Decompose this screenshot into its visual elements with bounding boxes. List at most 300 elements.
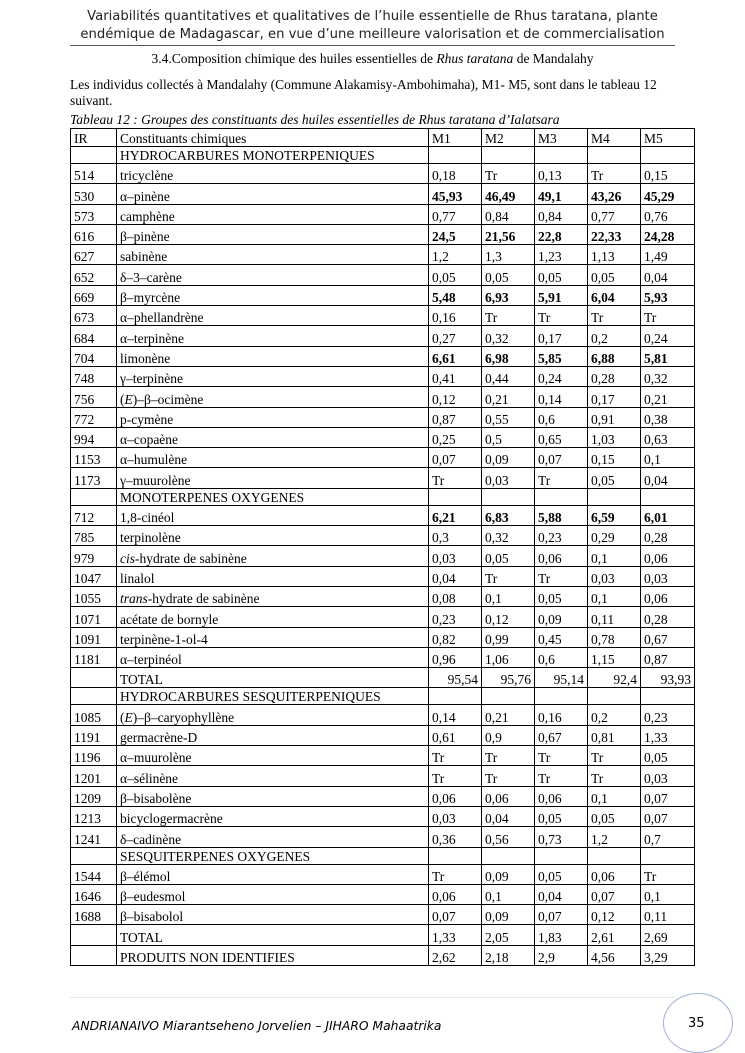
value-cell-m2: 6,93 xyxy=(482,285,535,305)
value-cell-m2: 6,98 xyxy=(482,346,535,366)
value-cell-m5: 0,11 xyxy=(641,905,695,925)
value-cell-m4: 0,07 xyxy=(588,884,641,904)
header-m2: M2 xyxy=(482,129,535,147)
constituent-name: sabinène xyxy=(117,245,429,265)
running-header-line-1: Variabilités quantitatives et qualitatives de l’huile essentielle de Rhus taratana, plante xyxy=(87,9,658,24)
table-cell xyxy=(429,488,482,505)
table-row xyxy=(71,806,695,826)
value-cell-m4: 1,15 xyxy=(588,647,641,667)
value-cell-m3: 1,83 xyxy=(535,925,588,945)
table-cell xyxy=(535,688,588,705)
value-cell-m5: 1,33 xyxy=(641,725,695,745)
value-cell-m3: 5,91 xyxy=(535,285,588,305)
value-cell-m2: Tr xyxy=(482,306,535,326)
constituent-name: β–eudesmol xyxy=(117,884,429,904)
ir-cell: 1091 xyxy=(71,627,117,647)
value-cell-m1: 0,08 xyxy=(429,586,482,606)
value-cell-m4: 1,03 xyxy=(588,427,641,447)
ir-cell: 1646 xyxy=(71,884,117,904)
value-cell-m3: 0,13 xyxy=(535,164,588,184)
category-label: MONOTERPENES OXYGENES xyxy=(117,488,429,505)
value-cell-m1: 0,36 xyxy=(429,827,482,847)
value-cell-m1: 5,48 xyxy=(429,285,482,305)
intro-paragraph: Les individus collectés à Mandalahy (Commune Alakamisy-Ambohimaha), M1- M5, sont dans le tableau 12 suivant. xyxy=(70,77,657,108)
value-cell-m5: 5,93 xyxy=(641,285,695,305)
table-cell xyxy=(71,847,117,864)
constituent-name: PRODUITS NON IDENTIFIES xyxy=(117,945,429,965)
value-cell-m5: 6,01 xyxy=(641,505,695,525)
running-header-line-2: endémique de Madagascar, en vue d’une meilleure valorisation et de commercialisation xyxy=(80,27,665,42)
table-row xyxy=(71,546,695,566)
value-cell-m5: 0,76 xyxy=(641,204,695,224)
table-row xyxy=(71,505,695,525)
constituent-name: tricyclène xyxy=(117,164,429,184)
constituent-name: γ–terpinène xyxy=(117,366,429,386)
table-cell xyxy=(71,688,117,705)
value-cell-m5: 5,81 xyxy=(641,346,695,366)
constituent-name: camphène xyxy=(117,204,429,224)
value-cell-m5: 0,87 xyxy=(641,647,695,667)
table-cell xyxy=(588,488,641,505)
table-row xyxy=(71,184,695,204)
value-cell-m2: 0,05 xyxy=(482,546,535,566)
ir-cell: 684 xyxy=(71,326,117,346)
value-cell-m3: 0,05 xyxy=(535,265,588,285)
constituent-name: linalol xyxy=(117,566,429,586)
constituent-name: α–sélinène xyxy=(117,766,429,786)
value-cell-m4: 6,04 xyxy=(588,285,641,305)
value-cell-m3: Tr xyxy=(535,306,588,326)
constituent-name: α–terpinène xyxy=(117,326,429,346)
value-cell-m5: 0,1 xyxy=(641,884,695,904)
table-row xyxy=(71,905,695,925)
ir-cell: 1191 xyxy=(71,725,117,745)
value-cell-m3: 0,06 xyxy=(535,786,588,806)
value-cell-m2: 0,06 xyxy=(482,786,535,806)
table-row xyxy=(71,705,695,725)
value-cell-m3: 0,45 xyxy=(535,627,588,647)
table-cell xyxy=(482,147,535,164)
value-cell-m2: 0,04 xyxy=(482,806,535,826)
ir-cell: 979 xyxy=(71,546,117,566)
header-m1: M1 xyxy=(429,129,482,147)
value-cell-m4: 0,28 xyxy=(588,366,641,386)
value-cell-m1: 0,03 xyxy=(429,546,482,566)
value-cell-m3: 0,84 xyxy=(535,204,588,224)
value-cell-m1: 1,2 xyxy=(429,245,482,265)
ir-cell: 573 xyxy=(71,204,117,224)
value-cell-m2: 1,3 xyxy=(482,245,535,265)
value-cell-m3: 5,88 xyxy=(535,505,588,525)
table-row xyxy=(71,647,695,667)
value-cell-m1: 0,06 xyxy=(429,786,482,806)
constituent-name: (E)–β–caryophyllène xyxy=(117,705,429,725)
ir-cell: 1173 xyxy=(71,468,117,488)
value-cell-m2: Tr xyxy=(482,164,535,184)
table-row xyxy=(71,526,695,546)
table-row xyxy=(71,884,695,904)
value-cell-m1: Tr xyxy=(429,746,482,766)
constituent-name: δ–3–carène xyxy=(117,265,429,285)
value-cell-m5: 0,63 xyxy=(641,427,695,447)
category-label: HYDROCARBURES SESQUITERPENIQUES xyxy=(117,688,429,705)
constituent-name: trans-hydrate de sabinène xyxy=(117,586,429,606)
table-cell xyxy=(71,147,117,164)
value-cell-m1: 0,14 xyxy=(429,705,482,725)
ir-cell: 1055 xyxy=(71,586,117,606)
table-cell xyxy=(429,688,482,705)
value-cell-m4: 0,1 xyxy=(588,786,641,806)
constituent-name: germacrène-D xyxy=(117,725,429,745)
table-row xyxy=(71,668,695,688)
table-cell xyxy=(588,847,641,864)
value-cell-m5: 0,07 xyxy=(641,806,695,826)
constituent-name: p-cymène xyxy=(117,407,429,427)
table-row xyxy=(71,586,695,606)
table-row xyxy=(71,427,695,447)
value-cell-m3: 0,05 xyxy=(535,864,588,884)
value-cell-m3: 0,14 xyxy=(535,387,588,407)
value-cell-m4: 0,17 xyxy=(588,387,641,407)
value-cell-m2: 0,1 xyxy=(482,586,535,606)
value-cell-m5: 0,38 xyxy=(641,407,695,427)
value-cell-m1: 0,82 xyxy=(429,627,482,647)
value-cell-m1: 0,07 xyxy=(429,905,482,925)
constituent-name: α–terpinéol xyxy=(117,647,429,667)
ir-cell: 669 xyxy=(71,285,117,305)
value-cell-m4: 0,2 xyxy=(588,326,641,346)
ir-cell: 772 xyxy=(71,407,117,427)
value-cell-m5: 0,28 xyxy=(641,526,695,546)
category-row xyxy=(71,488,695,505)
table-body xyxy=(71,147,695,966)
constituent-name: TOTAL xyxy=(117,925,429,945)
constituent-name: β–bisabolol xyxy=(117,905,429,925)
value-cell-m1: 0,25 xyxy=(429,427,482,447)
value-cell-m3: 0,73 xyxy=(535,827,588,847)
table-cell xyxy=(641,688,695,705)
ir-cell xyxy=(71,945,117,965)
value-cell-m5: 0,67 xyxy=(641,627,695,647)
value-cell-m5: 0,03 xyxy=(641,766,695,786)
value-cell-m1: 0,16 xyxy=(429,306,482,326)
value-cell-m2: Tr xyxy=(482,766,535,786)
table-cell xyxy=(71,488,117,505)
value-cell-m5: Tr xyxy=(641,864,695,884)
value-cell-m3: Tr xyxy=(535,566,588,586)
value-cell-m1: 0,03 xyxy=(429,806,482,826)
value-cell-m1: 6,21 xyxy=(429,505,482,525)
value-cell-m2: Tr xyxy=(482,746,535,766)
table-cell xyxy=(482,688,535,705)
value-cell-m3: 22,8 xyxy=(535,224,588,244)
ir-cell: 673 xyxy=(71,306,117,326)
value-cell-m5: 0,21 xyxy=(641,387,695,407)
value-cell-m2: 0,03 xyxy=(482,468,535,488)
value-cell-m1: 0,61 xyxy=(429,725,482,745)
value-cell-m4: Tr xyxy=(588,746,641,766)
section-title-suffix: de Mandalahy xyxy=(513,51,594,66)
ir-cell: 652 xyxy=(71,265,117,285)
table-cell xyxy=(482,488,535,505)
value-cell-m1: 24,5 xyxy=(429,224,482,244)
table-row xyxy=(71,627,695,647)
value-cell-m4: Tr xyxy=(588,164,641,184)
value-cell-m5: 0,04 xyxy=(641,265,695,285)
value-cell-m1: Tr xyxy=(429,766,482,786)
value-cell-m4: 1,2 xyxy=(588,827,641,847)
table-row xyxy=(71,746,695,766)
section-title-species: Rhus taratana xyxy=(436,51,514,66)
value-cell-m4: 0,1 xyxy=(588,586,641,606)
value-cell-m2: 21,56 xyxy=(482,224,535,244)
table-row xyxy=(71,448,695,468)
table-cell xyxy=(588,688,641,705)
value-cell-m1: 0,04 xyxy=(429,566,482,586)
table-row xyxy=(71,607,695,627)
constituent-name: TOTAL xyxy=(117,668,429,688)
ir-cell: 1688 xyxy=(71,905,117,925)
table-row xyxy=(71,285,695,305)
ir-cell: 1213 xyxy=(71,806,117,826)
table-row xyxy=(71,468,695,488)
category-label: HYDROCARBURES MONOTERPENIQUES xyxy=(117,147,429,164)
table-cell xyxy=(482,847,535,864)
value-cell-m4: 0,05 xyxy=(588,265,641,285)
ir-cell: 704 xyxy=(71,346,117,366)
constituent-name: α–pinène xyxy=(117,184,429,204)
table-row xyxy=(71,566,695,586)
value-cell-m4: 0,11 xyxy=(588,607,641,627)
constituent-name: γ–muurolène xyxy=(117,468,429,488)
value-cell-m4: 0,12 xyxy=(588,905,641,925)
constituent-name: α–humulène xyxy=(117,448,429,468)
value-cell-m4: 6,88 xyxy=(588,346,641,366)
header-constituents: Constituants chimiques xyxy=(117,129,429,147)
constituent-name: β–pinène xyxy=(117,224,429,244)
value-cell-m2: 0,09 xyxy=(482,864,535,884)
ir-cell: 785 xyxy=(71,526,117,546)
value-cell-m3: 0,05 xyxy=(535,806,588,826)
value-cell-m4: 0,91 xyxy=(588,407,641,427)
ir-cell: 994 xyxy=(71,427,117,447)
ir-cell: 616 xyxy=(71,224,117,244)
value-cell-m4: 22,33 xyxy=(588,224,641,244)
value-cell-m3: 0,23 xyxy=(535,526,588,546)
value-cell-m2: 0,9 xyxy=(482,725,535,745)
value-cell-m5: 0,06 xyxy=(641,586,695,606)
ir-cell: 627 xyxy=(71,245,117,265)
value-cell-m5: 0,32 xyxy=(641,366,695,386)
value-cell-m5: 93,93 xyxy=(641,668,695,688)
value-cell-m5: 1,49 xyxy=(641,245,695,265)
table-row xyxy=(71,306,695,326)
value-cell-m1: 0,06 xyxy=(429,884,482,904)
value-cell-m2: 0,44 xyxy=(482,366,535,386)
category-row xyxy=(71,147,695,164)
category-row xyxy=(71,847,695,864)
value-cell-m2: 0,1 xyxy=(482,884,535,904)
value-cell-m1: Tr xyxy=(429,468,482,488)
value-cell-m2: 46,49 xyxy=(482,184,535,204)
ir-cell: 1085 xyxy=(71,705,117,725)
page-number: 35 xyxy=(688,1016,705,1031)
value-cell-m2: 6,83 xyxy=(482,505,535,525)
value-cell-m4: 0,77 xyxy=(588,204,641,224)
value-cell-m3: 0,07 xyxy=(535,905,588,925)
value-cell-m4: 92,4 xyxy=(588,668,641,688)
value-cell-m1: 0,41 xyxy=(429,366,482,386)
value-cell-m1: 0,96 xyxy=(429,647,482,667)
constituent-name: β–myrcène xyxy=(117,285,429,305)
table-row xyxy=(71,346,695,366)
table-row xyxy=(71,864,695,884)
constituent-name: α–muurolène xyxy=(117,746,429,766)
value-cell-m1: 1,33 xyxy=(429,925,482,945)
table-row xyxy=(71,786,695,806)
table-cell xyxy=(588,147,641,164)
table-row xyxy=(71,204,695,224)
constituent-name: β–bisabolène xyxy=(117,786,429,806)
ir-cell: 1047 xyxy=(71,566,117,586)
value-cell-m4: 0,78 xyxy=(588,627,641,647)
value-cell-m1: Tr xyxy=(429,864,482,884)
value-cell-m4: 0,81 xyxy=(588,725,641,745)
value-cell-m3: 1,23 xyxy=(535,245,588,265)
value-cell-m1: 0,77 xyxy=(429,204,482,224)
value-cell-m2: 2,18 xyxy=(482,945,535,965)
value-cell-m4: 1,13 xyxy=(588,245,641,265)
table-cell xyxy=(535,847,588,864)
header-m5: M5 xyxy=(641,129,695,147)
value-cell-m4: 2,61 xyxy=(588,925,641,945)
value-cell-m5: 0,7 xyxy=(641,827,695,847)
value-cell-m1: 6,61 xyxy=(429,346,482,366)
value-cell-m3: 0,17 xyxy=(535,326,588,346)
value-cell-m1: 45,93 xyxy=(429,184,482,204)
value-cell-m3: Tr xyxy=(535,746,588,766)
value-cell-m4: 0,15 xyxy=(588,448,641,468)
category-label: SESQUITERPENES OXYGENES xyxy=(117,847,429,864)
value-cell-m2: 1,06 xyxy=(482,647,535,667)
value-cell-m3: Tr xyxy=(535,468,588,488)
value-cell-m2: 0,99 xyxy=(482,627,535,647)
category-row xyxy=(71,688,695,705)
value-cell-m2: 0,56 xyxy=(482,827,535,847)
constituent-name: terpinène-1-ol-4 xyxy=(117,627,429,647)
value-cell-m3: 0,16 xyxy=(535,705,588,725)
section-title xyxy=(0,51,745,67)
value-cell-m2: 0,21 xyxy=(482,705,535,725)
ir-cell: 1209 xyxy=(71,786,117,806)
ir-cell: 1544 xyxy=(71,864,117,884)
table-row xyxy=(71,827,695,847)
header-divider xyxy=(70,45,675,46)
value-cell-m4: 0,03 xyxy=(588,566,641,586)
table-row xyxy=(71,224,695,244)
header-m3: M3 xyxy=(535,129,588,147)
value-cell-m3: 49,1 xyxy=(535,184,588,204)
table-cell xyxy=(429,847,482,864)
value-cell-m2: 0,21 xyxy=(482,387,535,407)
value-cell-m5: 0,05 xyxy=(641,746,695,766)
value-cell-m4: 4,56 xyxy=(588,945,641,965)
value-cell-m1: 0,3 xyxy=(429,526,482,546)
header-m4: M4 xyxy=(588,129,641,147)
value-cell-m4: Tr xyxy=(588,766,641,786)
value-cell-m4: Tr xyxy=(588,306,641,326)
value-cell-m1: 0,07 xyxy=(429,448,482,468)
value-cell-m5: 0,06 xyxy=(641,546,695,566)
ir-cell: 756 xyxy=(71,387,117,407)
value-cell-m4: 6,59 xyxy=(588,505,641,525)
table-row xyxy=(71,265,695,285)
value-cell-m2: 95,76 xyxy=(482,668,535,688)
value-cell-m5: 24,28 xyxy=(641,224,695,244)
constituent-name: cis-hydrate de sabinène xyxy=(117,546,429,566)
ir-cell: 530 xyxy=(71,184,117,204)
value-cell-m3: Tr xyxy=(535,766,588,786)
value-cell-m3: 0,6 xyxy=(535,647,588,667)
constituent-name: (E)–β–ocimène xyxy=(117,387,429,407)
value-cell-m3: 95,14 xyxy=(535,668,588,688)
value-cell-m4: 0,29 xyxy=(588,526,641,546)
value-cell-m5: 0,23 xyxy=(641,705,695,725)
value-cell-m3: 2,9 xyxy=(535,945,588,965)
value-cell-m3: 0,65 xyxy=(535,427,588,447)
value-cell-m5: 0,15 xyxy=(641,164,695,184)
value-cell-m2: 0,55 xyxy=(482,407,535,427)
table-header-row xyxy=(71,129,695,147)
ir-cell: 1153 xyxy=(71,448,117,468)
table-caption: Tableau 12 : Groupes des constituants des huiles essentielles de Rhus taratana d’Ialatsara xyxy=(70,112,560,127)
value-cell-m1: 0,23 xyxy=(429,607,482,627)
value-cell-m5: 0,07 xyxy=(641,786,695,806)
ir-cell xyxy=(71,668,117,688)
value-cell-m5: 2,69 xyxy=(641,925,695,945)
table-cell xyxy=(641,847,695,864)
table-row xyxy=(71,407,695,427)
value-cell-m1: 0,27 xyxy=(429,326,482,346)
value-cell-m1: 2,62 xyxy=(429,945,482,965)
ir-cell: 1201 xyxy=(71,766,117,786)
value-cell-m3: 0,09 xyxy=(535,607,588,627)
constituent-name: δ–cadinène xyxy=(117,827,429,847)
value-cell-m5: 0,24 xyxy=(641,326,695,346)
value-cell-m5: Tr xyxy=(641,306,695,326)
ir-cell: 712 xyxy=(71,505,117,525)
table-row xyxy=(71,326,695,346)
value-cell-m1: 95,54 xyxy=(429,668,482,688)
table-cell xyxy=(641,147,695,164)
value-cell-m4: 0,05 xyxy=(588,806,641,826)
value-cell-m3: 0,6 xyxy=(535,407,588,427)
value-cell-m3: 0,67 xyxy=(535,725,588,745)
value-cell-m1: 0,05 xyxy=(429,265,482,285)
footer-divider xyxy=(70,997,674,998)
value-cell-m5: 0,03 xyxy=(641,566,695,586)
value-cell-m5: 45,29 xyxy=(641,184,695,204)
value-cell-m2: 2,05 xyxy=(482,925,535,945)
table-row xyxy=(71,164,695,184)
table-row xyxy=(71,725,695,745)
value-cell-m2: 0,05 xyxy=(482,265,535,285)
value-cell-m5: 0,28 xyxy=(641,607,695,627)
header-ir: IR xyxy=(71,129,117,147)
value-cell-m3: 0,24 xyxy=(535,366,588,386)
table-cell xyxy=(429,147,482,164)
ir-cell: 514 xyxy=(71,164,117,184)
